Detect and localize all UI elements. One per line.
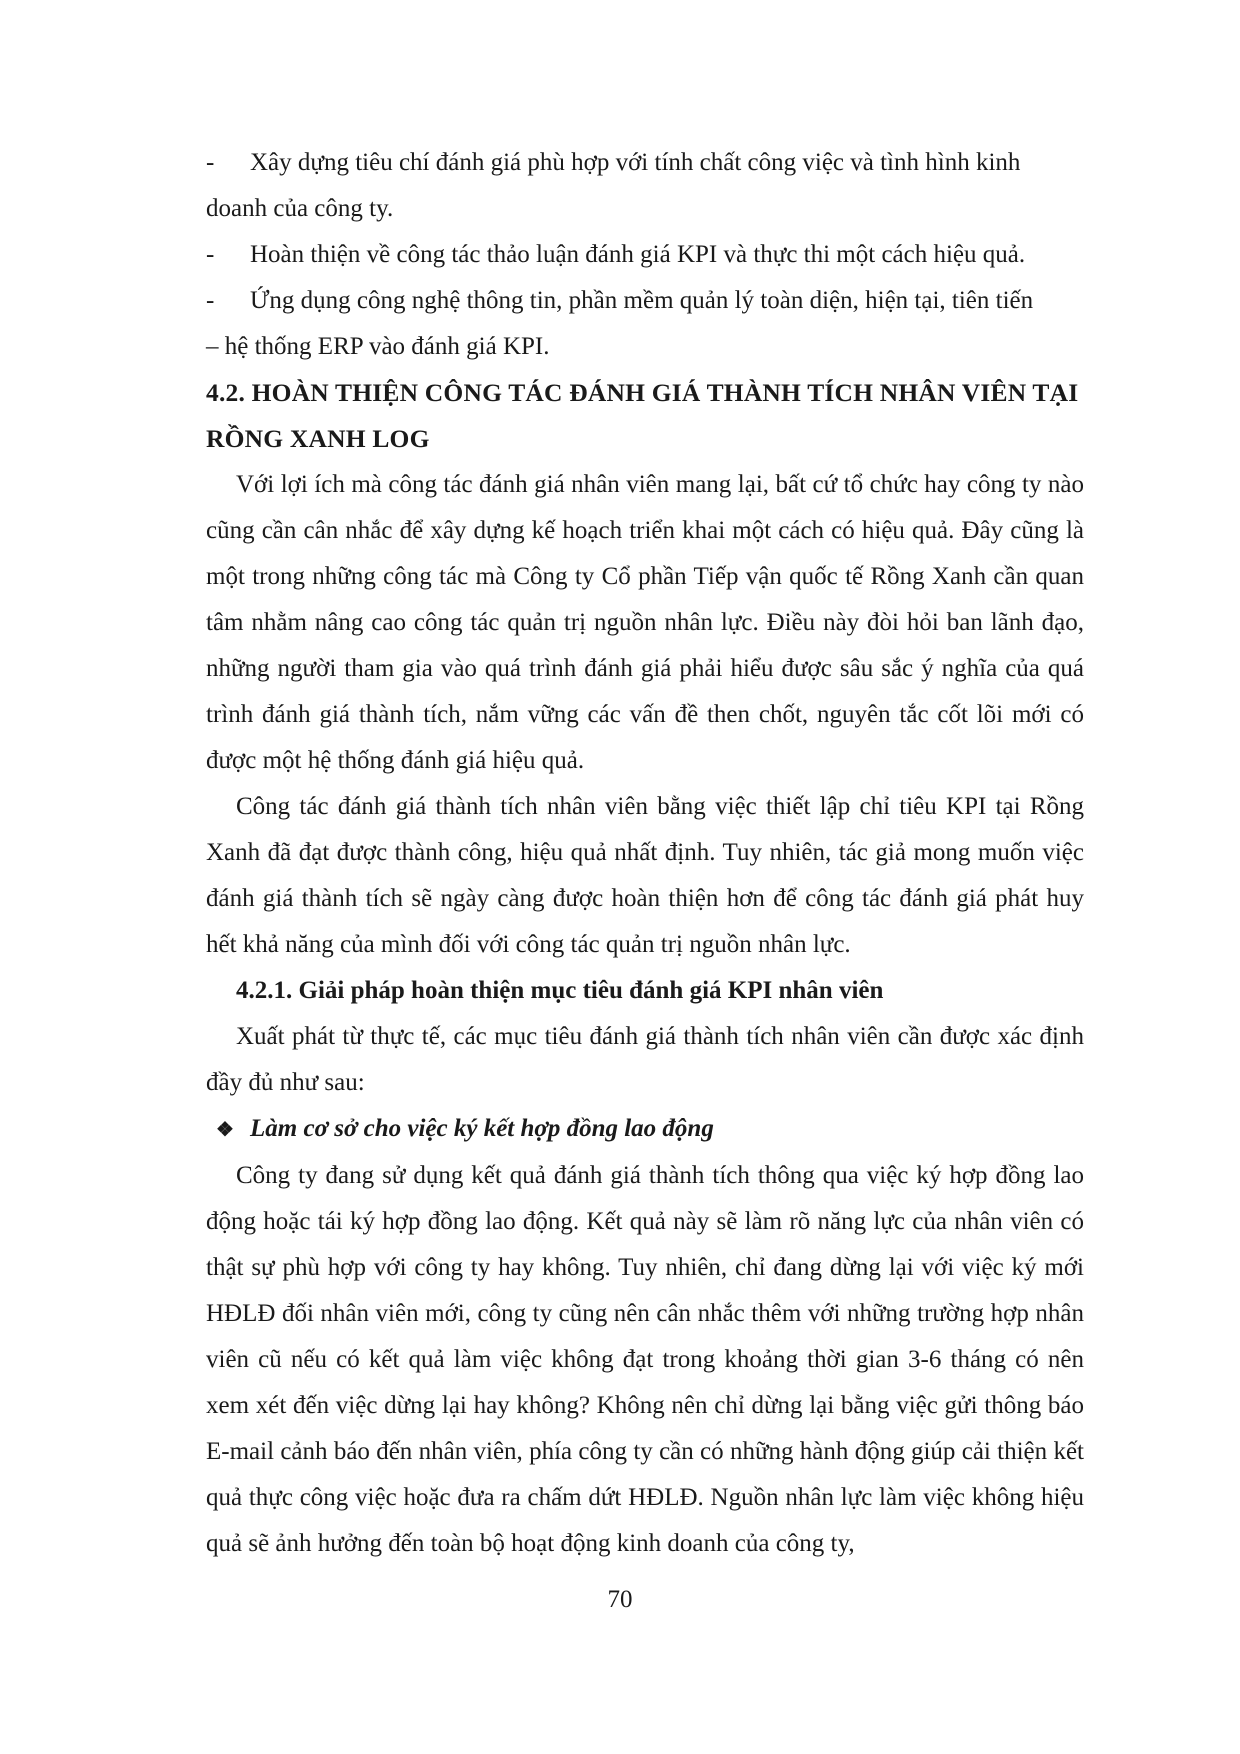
bullet-text-line1: Xây dựng tiêu chí đánh giá phù hợp với tính chất công việc và tình hình kinh bbox=[250, 149, 1021, 176]
diamond-bullet-icon: ❖ bbox=[216, 1119, 234, 1141]
section-heading bbox=[206, 370, 1084, 462]
bullet-text-line1: Hoàn thiện về công tác thảo luận đánh giá KPI và thực thi một cách hiệu quả. bbox=[250, 241, 1026, 268]
bullet-item bbox=[206, 278, 1084, 370]
bullet-dash: - bbox=[206, 287, 215, 314]
section-paragraph-2: Công tác đánh giá thành tích nhân viên bằng việc thiết lập chỉ tiêu KPI tại Rồng Xanh đã đạt được thành công, hiệu quả nhất định. Tuy nhiên, tác giả mong muốn việc đánh giá thành tích sẽ ngày càng được hoàn thiện hơn để công tác đánh giá phát huy hết khả năng của mình đối với công tác quản trị nguồn nhân lực. bbox=[206, 793, 1084, 958]
section-heading-line2: RỒNG XANH LOG bbox=[206, 424, 430, 453]
bullet-text-line2: – hệ thống ERP vào đánh giá KPI. bbox=[206, 333, 550, 360]
section-heading-line1: 4.2. HOÀN THIỆN CÔNG TÁC ĐÁNH GIÁ THÀNH TÍCH NHÂN VIÊN TẠI bbox=[206, 378, 1079, 407]
section-paragraph-1: Với lợi ích mà công tác đánh giá nhân viên mang lại, bất cứ tổ chức hay công ty nào cũng cần cân nhắc để xây dựng kế hoạch triển khai một cách có hiệu quả. Đây cũng là một trong những công tác mà Công ty Cổ phần Tiếp vận quốc tế Rồng Xanh cần quan tâm nhằm nâng cao công tác quản trị nguồn nhân lực. Điều này đòi hỏi ban lãnh đạo, những người tham gia vào quá trình đánh giá phải hiểu được sâu sắc ý nghĩa của quá trình đánh giá thành tích, nắm vững các vấn đề then chốt, nguyên tắc cốt lõi mới có được một hệ thống đánh giá hiệu quả. bbox=[206, 471, 1084, 774]
bullet-text-line2: doanh của công ty. bbox=[206, 195, 394, 222]
page-body bbox=[206, 140, 1084, 1567]
bullet-item bbox=[206, 140, 1084, 232]
subsection-heading: 4.2.1. Giải pháp hoàn thiện mục tiêu đánh giá KPI nhân viên bbox=[236, 977, 884, 1004]
page-number: 70 bbox=[607, 1586, 633, 1613]
bullet-dash: - bbox=[206, 149, 215, 176]
bullet-dash: - bbox=[206, 241, 215, 268]
subsection-paragraph: Xuất phát từ thực tế, các mục tiêu đánh giá thành tích nhân viên cần được xác định đầy đủ như sau: bbox=[206, 1023, 1084, 1096]
item-heading-text: Làm cơ sở cho việc ký kết hợp đồng lao động bbox=[250, 1115, 714, 1142]
item-heading bbox=[206, 1106, 1084, 1153]
item-paragraph: Công ty đang sử dụng kết quả đánh giá thành tích thông qua việc ký hợp đồng lao động hoặc tái ký hợp đồng lao động. Kết quả này sẽ làm rõ năng lực của nhân viên có thật sự phù hợp với công ty hay không. Tuy nhiên, chỉ đang dừng lại với việc ký mới HĐLĐ đối nhân viên mới, công ty cũng nên cân nhắc thêm với những trường hợp nhân viên cũ nếu có kết quả làm việc không đạt trong khoảng thời gian 3-6 tháng có nên xem xét đến việc dừng lại hay không? Không nên chỉ dừng lại bằng việc gửi thông báo E-mail cảnh báo đến nhân viên, phía công ty cần có những hành động giúp cải thiện kết quả thực công việc hoặc đưa ra chấm dứt HĐLĐ. Nguồn nhân lực làm việc không hiệu quả sẽ ảnh hưởng đến toàn bộ hoạt động kinh doanh của công ty, bbox=[206, 1162, 1084, 1557]
bullet-text-line1: Ứng dụng công nghệ thông tin, phần mềm quản lý toàn diện, hiện tại, tiên tiến bbox=[250, 287, 1034, 314]
bullet-item bbox=[206, 232, 1084, 278]
